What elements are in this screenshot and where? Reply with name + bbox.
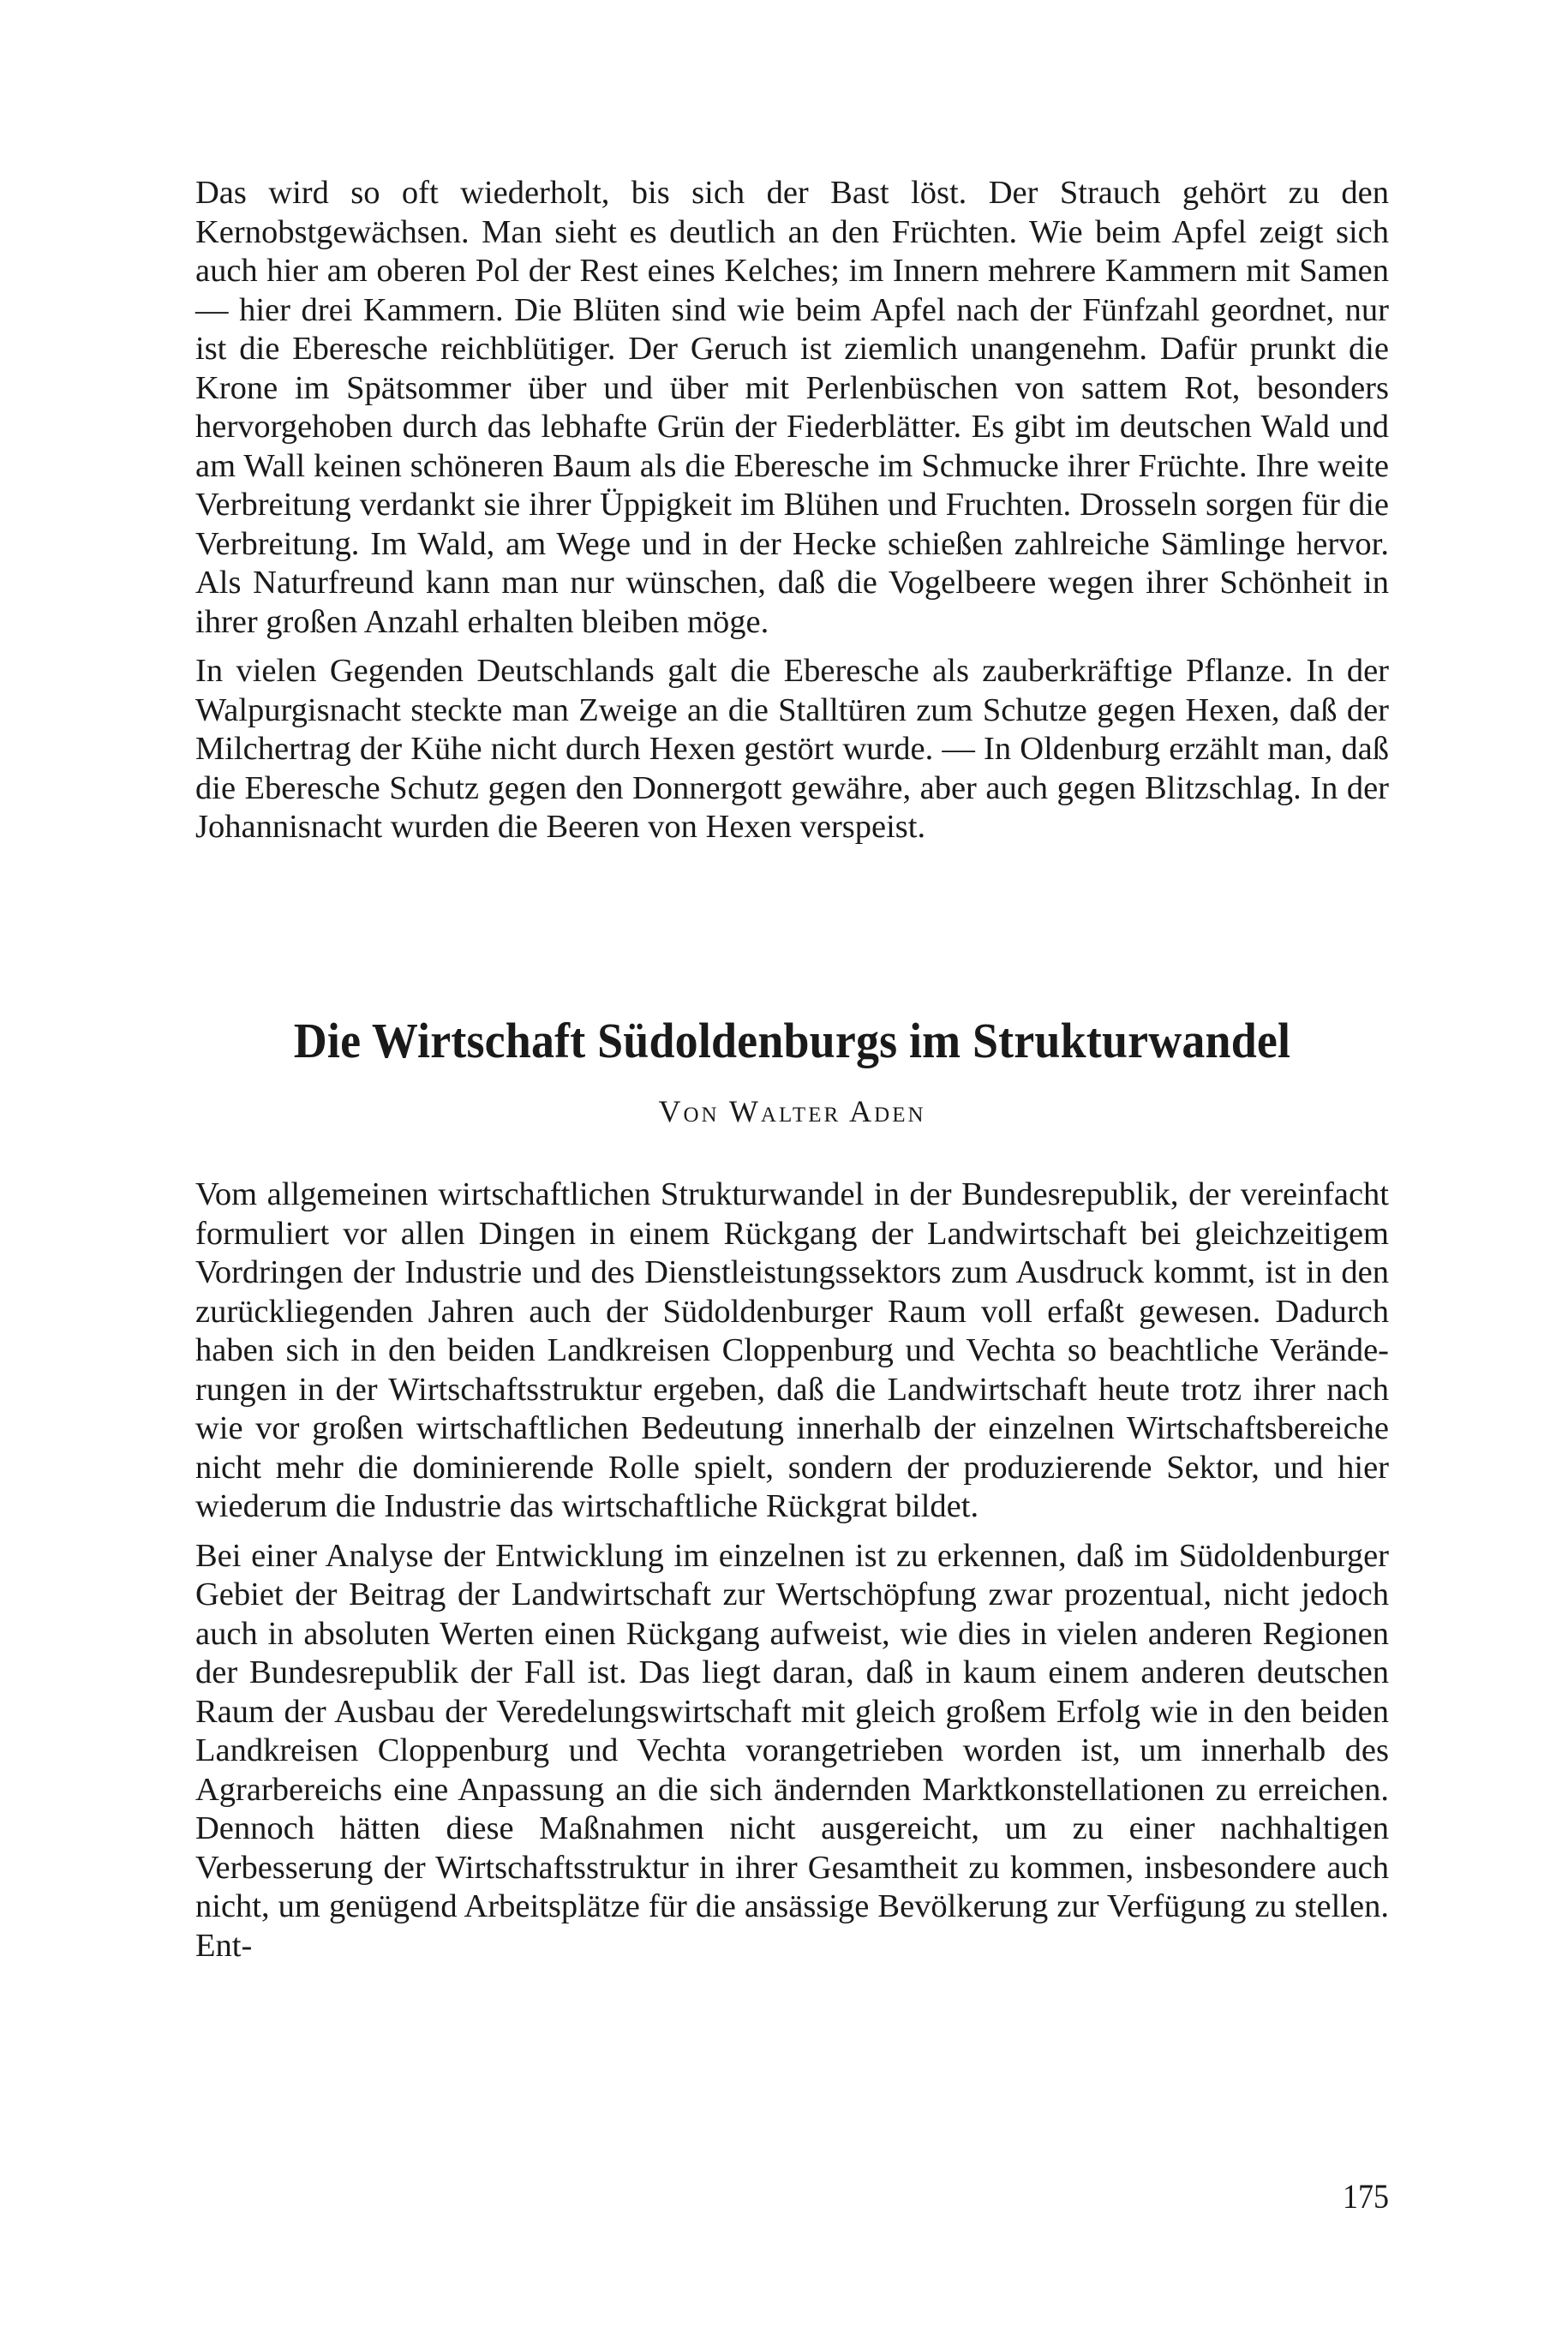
preceding-article-text: [195, 174, 1389, 847]
article-title: Die Wirtschaft Südoldenburgs im Strukturwandel: [293, 1013, 1291, 1068]
paragraph: In vielen Gegenden Deutschlands galt die Eberesche als zauberkräftige Pflanze. In der Walpurgisnacht steckte man Zweige an die Stalltüren zum Schutze gegen Hexen, daß der Milchertrag der Kühe nicht durch Hexen gestört wurde. — In Oldenburg erzählt man, daß die Eberesche Schutz gegen den Donnergott gewähre, aber auch gegen Blitzschlag. In der Johannisnacht wurden die Beeren von Hexen verspeist.: [195, 653, 1389, 845]
page-number: 175: [1343, 2177, 1389, 2216]
article-byline: Von Walter Aden: [658, 1094, 926, 1128]
paragraph: Vom allgemeinen wirtschaftlichen Strukturwandel in der Bundesrepublik, der vereinfacht formuliert vor allen Dingen in einem Rückgang der Landwirtschaft bei gleichzeitigem Vordringen der Industrie und des Dienstleistungssektors zum Ausdruck kommt, ist in den zurückliegenden Jahren auch der Südoldenburger Raum voll erfaßt gewesen. Dadurch haben sich in den beiden Landkreisen Cloppenburg und Vechta so beachtliche Veränderungen in der Wirtschaftsstruktur ergeben, daß die Landwirtschaft heute trotz ihrer nach wie vor großen wirtschaftlichen Bedeutung innerhalb der einzelnen Wirtschaftsbereiche nicht mehr die dominierende Rolle spielt, sondern der produzierende Sektor, und hier wiederum die Industrie das wirtschaftliche Rückgrat bildet.: [195, 1176, 1389, 1524]
paragraph: Bei einer Analyse der Entwicklung im einzelnen ist zu erkennen, daß im Südoldenburger Gebiet der Beitrag der Landwirtschaft zur Wertschöpfung zwar prozentual, nicht jedoch auch in absoluten Werten einen Rückgang aufweist, wie dies in vielen anderen Regionen der Bundesrepublik der Fall ist. Das liegt daran, daß in kaum einem anderen deutschen Raum der Ausbau der Veredelungswirtschaft mit gleich großem Erfolg wie in den beiden Landkreisen Cloppenburg und Vechta vorangetrieben worden ist, um innerhalb des Agrarbereichs eine Anpassung an die sich ändernden Marktkonstellationen zu erreichen. Dennoch hätten diese Maßnahmen nicht ausgereicht, um zu einer nachhaltigen Verbesserung der Wirtschaftsstruktur in ihrer Gesamtheit zu kommen, insbesondere auch nicht, um genügend Arbeitsplätze für die ansässige Bevölkerung zur Verfügung zu stellen. Ent-: [195, 1537, 1389, 1964]
article-body: [195, 1175, 1389, 1965]
paragraph: Das wird so oft wiederholt, bis sich der Bast löst. Der Strauch gehört zu den Kernobstgewächsen. Man sieht es deutlich an den Früchten. Wie beim Apfel zeigt sich auch hier am oberen Pol der Rest eines Kelches; im Innern mehrere Kammern mit Samen — hier drei Kammern. Die Blüten sind wie beim Apfel nach der Fünfzahl geordnet, nur ist die Eberesche reichblütiger. Der Geruch ist ziemlich unangenehm. Dafür prunkt die Krone im Spätsommer über und über mit Perlenbüschen von sattem Rot, besonders hervorgehoben durch das lebhafte Grün der Fiederblätter. Es gibt im deutschen Wald und am Wall keinen schöneren Baum als die Eberesche im Schmucke ihrer Früchte. Ihre weite Verbreitung verdankt sie ihrer Üppigkeit im Blühen und Fruchten. Drosseln sorgen für die Verbreitung. Im Wald, am Wege und in der Hecke schießen zahlreiche Sämlinge hervor. Als Naturfreund kann man nur wünschen, daß die Vogelbeere wegen ihrer Schönheit in ihrer großen Anzahl erhalten bleiben möge.: [195, 175, 1389, 640]
